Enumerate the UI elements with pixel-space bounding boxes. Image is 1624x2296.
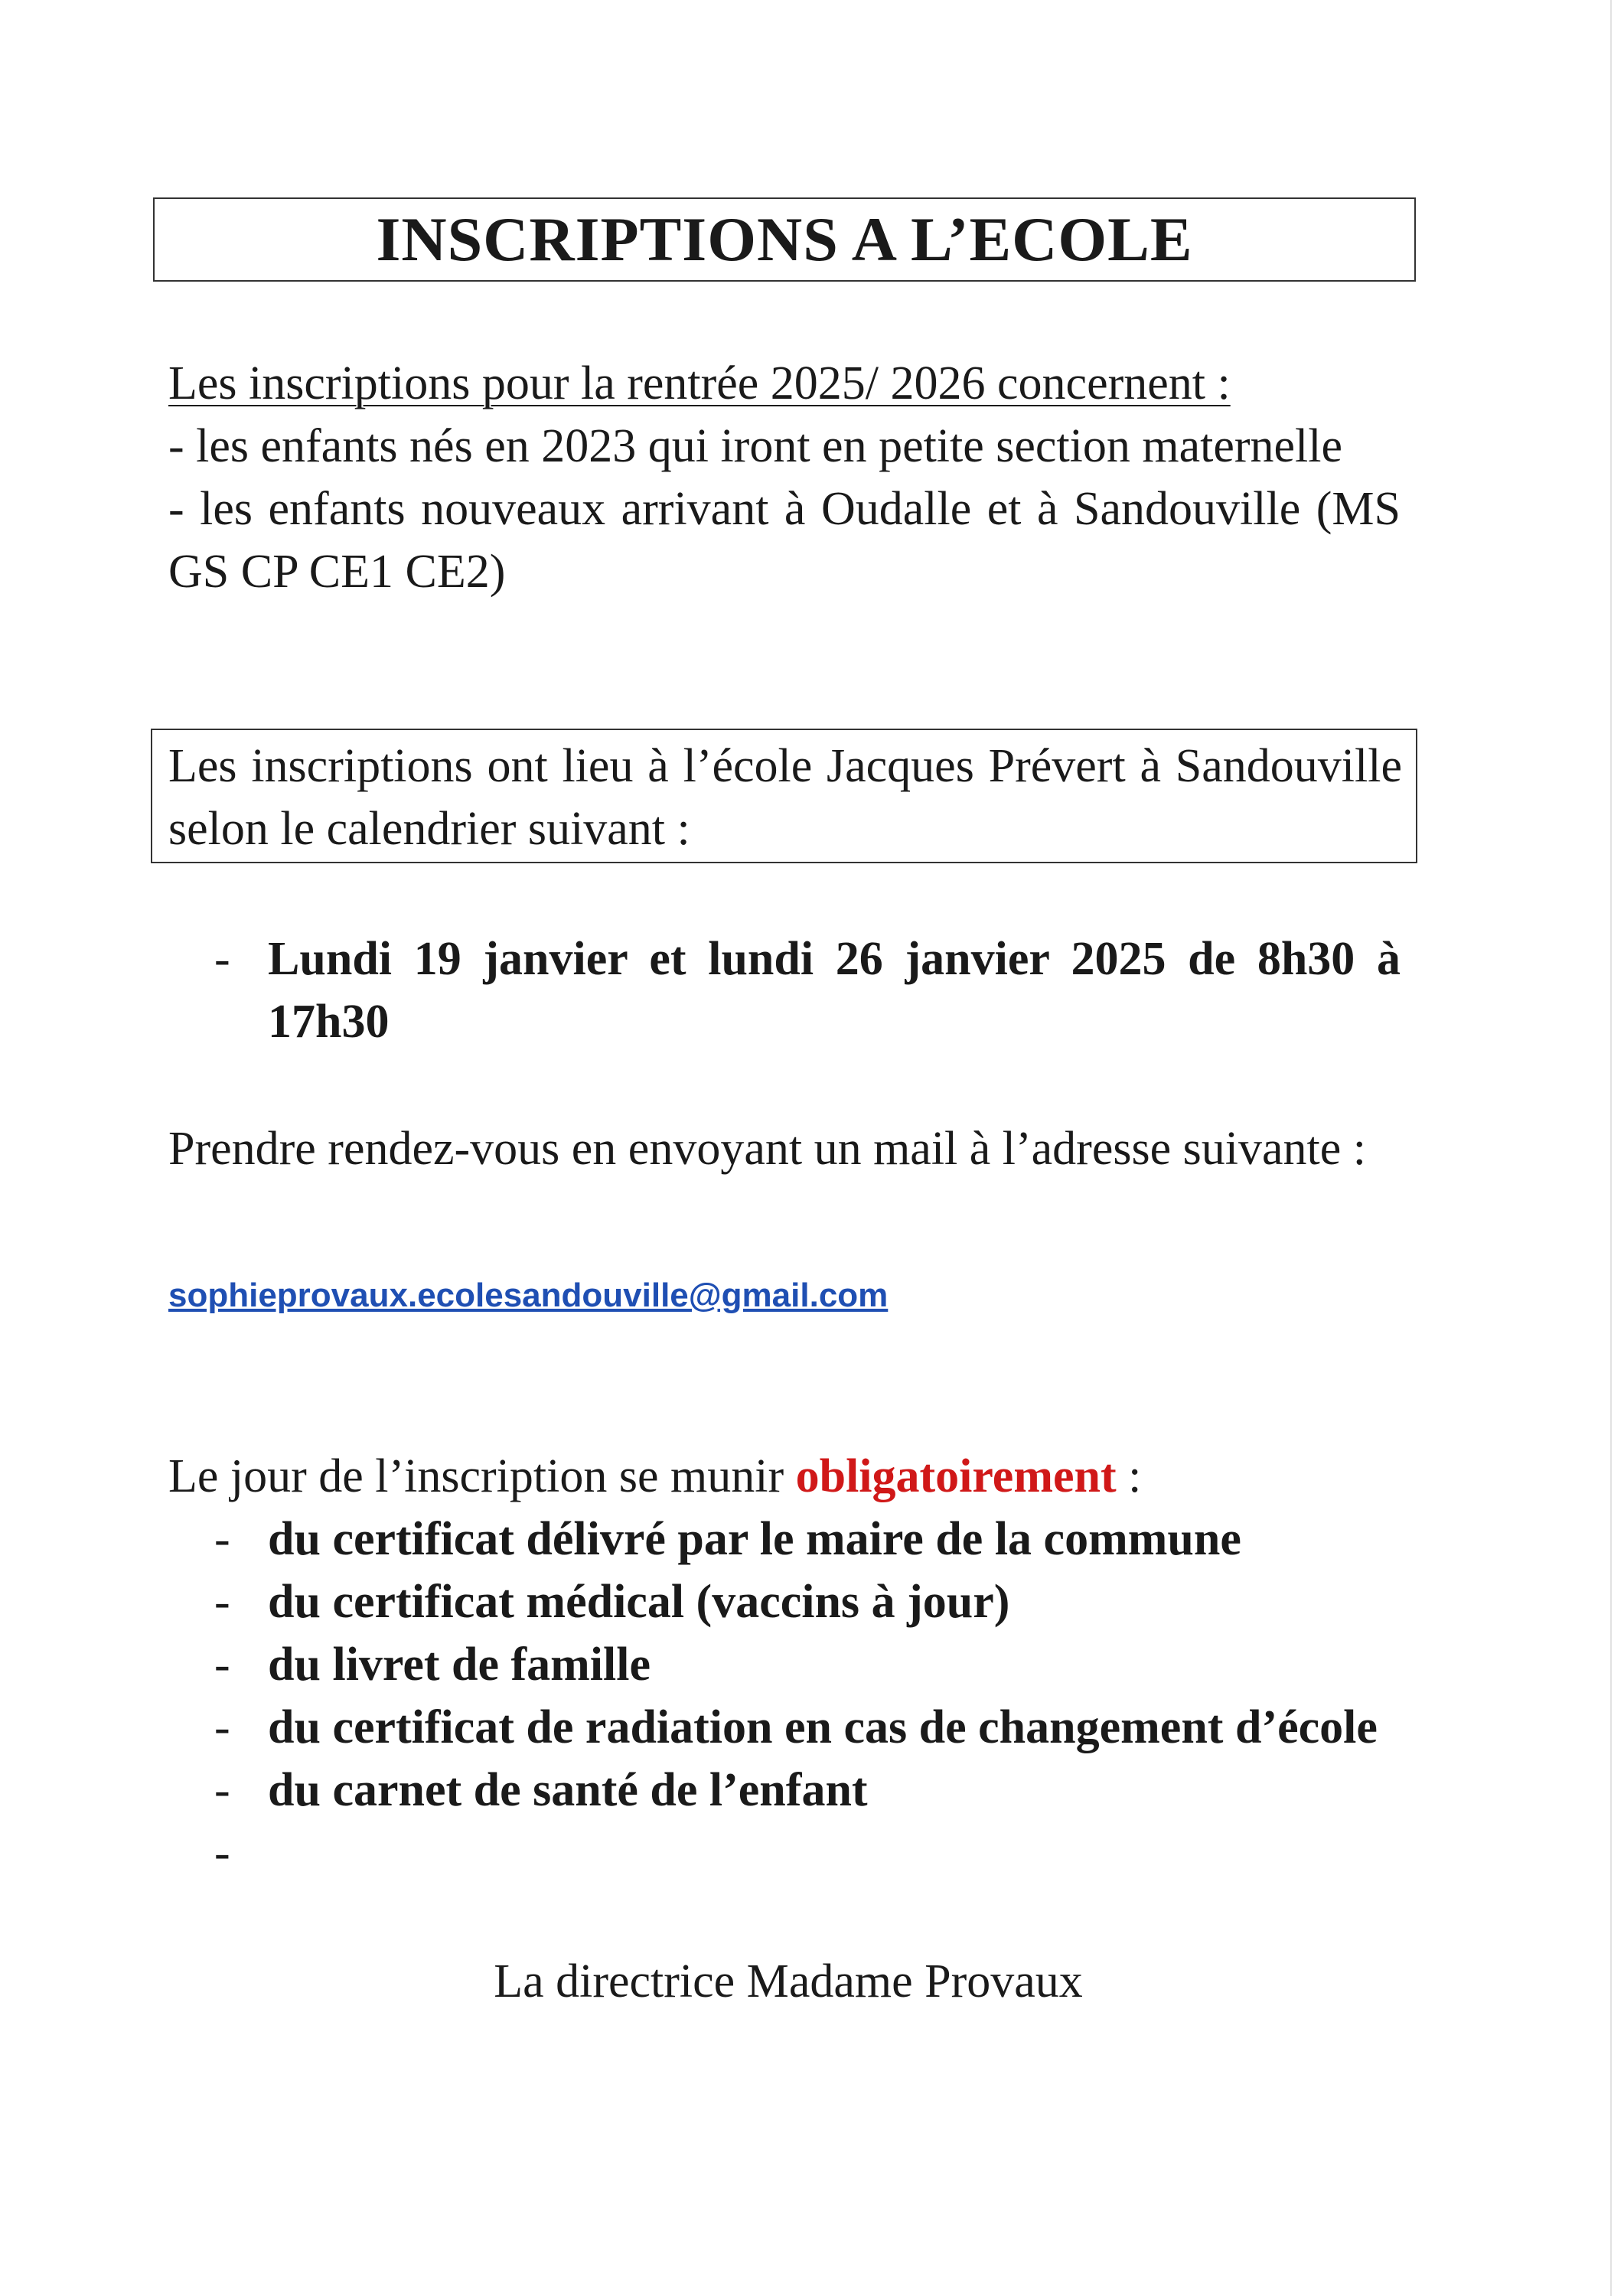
list-item [214, 1821, 1401, 1884]
list-item [214, 1570, 1401, 1633]
list-dash: - [214, 1764, 230, 1816]
obligatoirement-emphasis: obligatoirement [795, 1450, 1117, 1502]
document-item-1: du certificat délivré par le maire de la commune [268, 1513, 1241, 1565]
schedule-text: Lundi 19 janvier et lundi 26 janvier 2025 de 8h30 à 17h30 [268, 933, 1401, 1048]
documents-intro-text: Le jour de l’inscription se munir [168, 1450, 796, 1502]
schedule-item [214, 928, 1401, 1053]
page-edge-line [1610, 0, 1612, 2296]
location-box [151, 729, 1417, 863]
list-item [214, 1759, 1401, 1821]
signature: La directrice Madame Provaux [494, 1955, 1083, 2007]
list-dash: - [214, 1701, 230, 1753]
document-item-2: du certificat médical (vaccins à jour) [268, 1576, 1010, 1628]
list-dash: - [214, 1827, 230, 1879]
schedule-list [214, 928, 1401, 1053]
intro-item-2: - les enfants nouveaux arrivant à Oudalle et à Sandouville (MS GS CP CE1 CE2) [168, 483, 1401, 598]
intro-section [168, 352, 1401, 603]
list-dash: - [214, 933, 230, 985]
location-text: Les inscriptions ont lieu à l’école Jacques Prévert à Sandouville selon le calendrier suivant : [168, 740, 1402, 855]
document-item-4: du certificat de radiation en cas de changement d’école [268, 1701, 1378, 1753]
list-dash: - [214, 1513, 230, 1565]
list-item [214, 1696, 1401, 1759]
title-box [153, 197, 1416, 282]
page-title: INSCRIPTIONS A L’ECOLE [376, 204, 1193, 274]
intro-item-1: - les enfants nés en 2023 qui iront en petite section maternelle [168, 420, 1343, 472]
documents-list [214, 1508, 1401, 1884]
document-item-3: du livret de famille [268, 1639, 651, 1691]
list-dash: - [214, 1576, 230, 1628]
documents-intro-colon: : [1116, 1450, 1142, 1502]
intro-heading: Les inscriptions pour la rentrée 2025/ 2026 concernent : [168, 357, 1231, 409]
documents-intro [168, 1445, 1401, 1508]
list-item [214, 1508, 1401, 1570]
list-item [214, 1633, 1401, 1696]
appointment-text: Prendre rendez-vous en envoyant un mail à l’adresse suivante : [168, 1123, 1366, 1175]
list-dash: - [214, 1639, 230, 1691]
document-item-5: du carnet de santé de l’enfant [268, 1764, 868, 1816]
email-link[interactable]: sophieprovaux.ecolesandouville@gmail.com [168, 1277, 889, 1314]
